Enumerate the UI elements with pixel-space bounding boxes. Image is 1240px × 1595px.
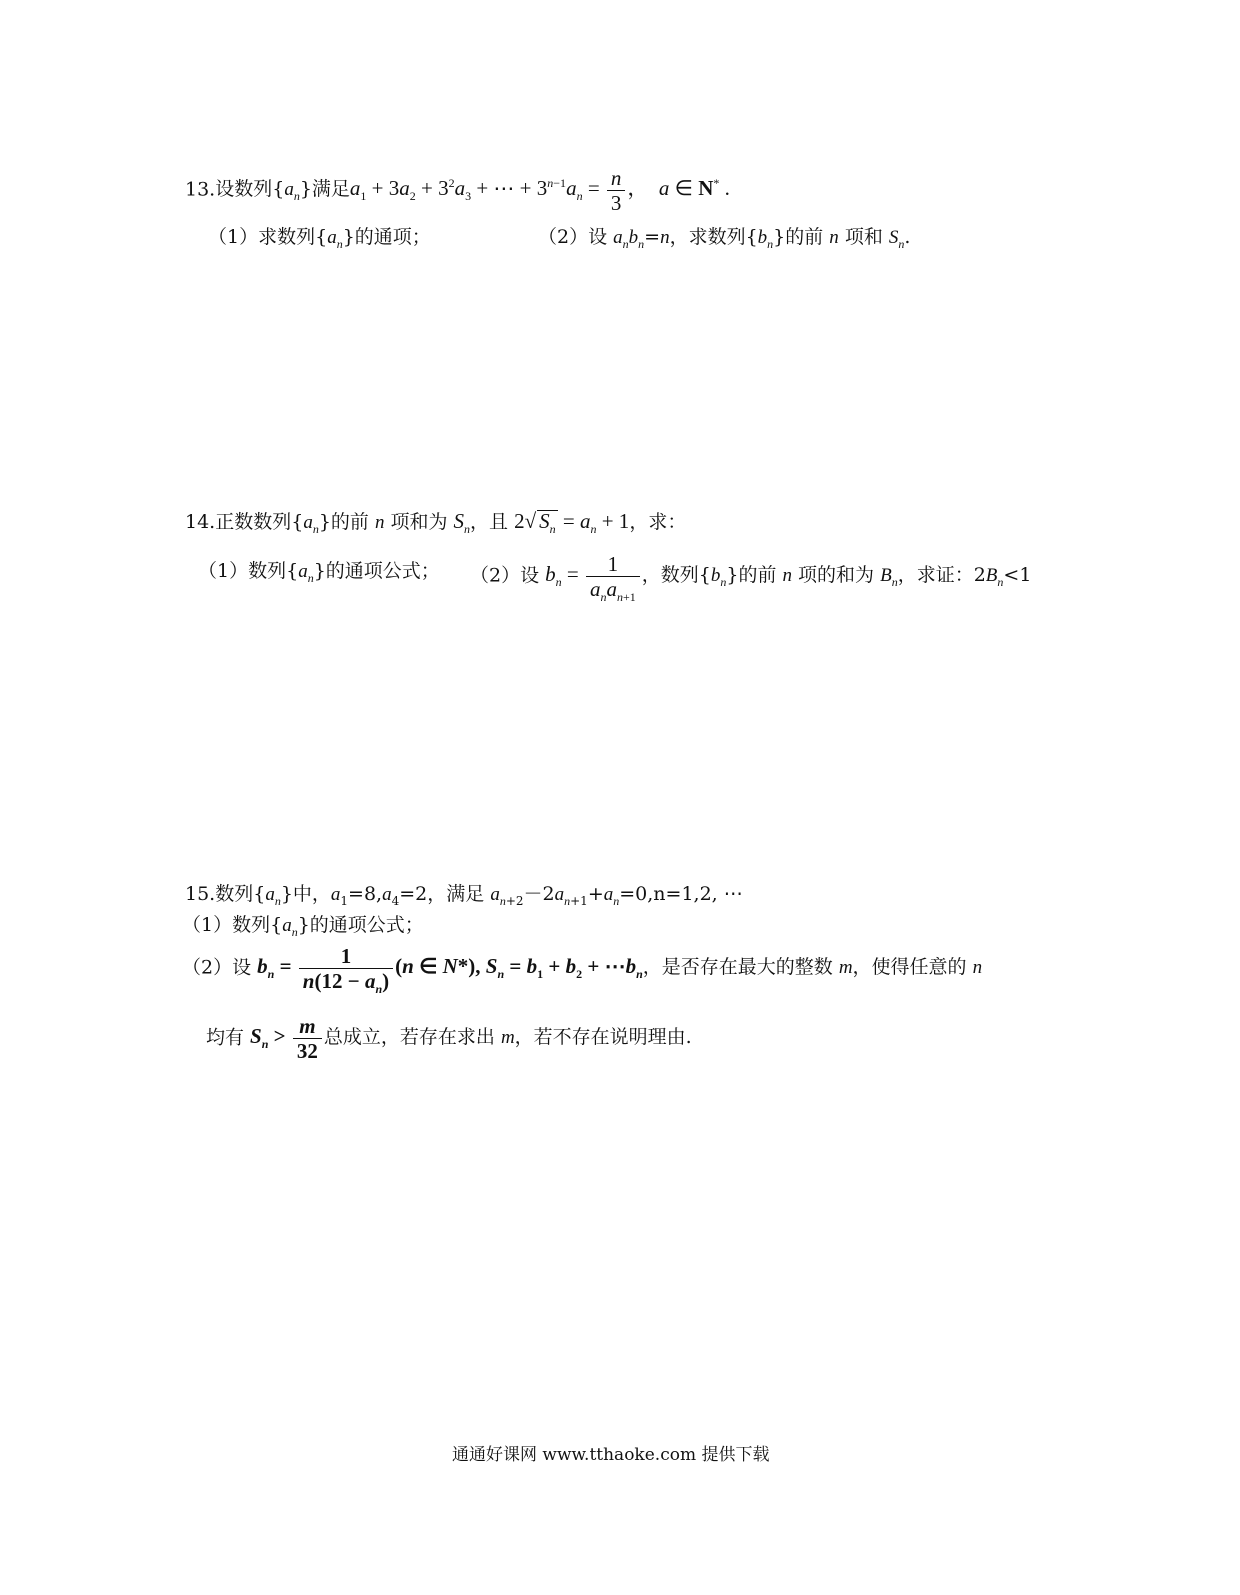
problem-14-formula: 2√ $S_n = a_n + 1$: [514, 509, 630, 537]
problem-14-number: 14.: [185, 511, 216, 533]
problem-15-part-1: （1）数列$\{a_n\}$的通项公式；: [182, 914, 424, 939]
problem-14-part-1: （1）数列$\{a_n\}$的通项公式；: [198, 560, 440, 585]
problem-13-stem: [185, 166, 730, 215]
problem-15-stem: 15.数列$\{a_n\}$中，$a_1=8,a_4=2$，满足 $a_{n+2}-2a_{n+1}+a_n=0,n=1,2$, ⋯: [185, 883, 743, 908]
fraction-n-over-3: $\frac{n}{3}$: [607, 166, 626, 215]
problem-13-number: 13.: [185, 178, 216, 201]
problem-13-part-1: （1）求数列$\{a_n\}$的通项；: [208, 226, 431, 251]
problem-14-part-2: （2）设 $b_n$ = $\frac{1}{a_na_{n+1}}$ ，数列$\{b_n\}$的前 n 项的和为 $B_n$，求证：$2B_n<1$: [470, 552, 1032, 605]
problem-15-formula: $b_n$ = $\frac{1}{n(12 - a_n)}$ (n ∈ N*), $S_n = b_1 + b_2$ + $\cdots b_n$: [257, 944, 643, 997]
problem-15-part-2: （2）设 $b_n$ = $\frac{1}{n(12 - a_n)}$ (n ∈ N*), $S_n = b_1 + b_2$ + $\cdots b_n$，是否存在最大的整数 m，使得任意的 n: [182, 944, 983, 997]
page-footer: 通通好课网 www.tthaoke.com 提供下载: [452, 1445, 770, 1465]
fraction-1-over-anan1: $\frac{1}{a_na_{n+1}}$: [586, 552, 640, 601]
fraction-m-over-32: $\frac{m}{32}$: [293, 1014, 322, 1063]
problem-15-part-2-cont: 均有 $S_n$ > $\frac{m}{32}$ 总成立，若存在求出 m，若不存在说明理由.: [206, 1014, 692, 1064]
problem-13-part-2: （2）设 $a_nb_n=n$，求数列$\{b_n\}$的前 n 项和 $S_n$.: [538, 226, 911, 251]
problem-13-formula: $a_1 + 3a_2 + 3^2a_3$ + ⋯ + $3^{n-1}a_n$ = $\frac{n}{3}$ ， a ∈ N* .: [349, 166, 730, 216]
problem-15-number: 15.: [185, 883, 216, 905]
problem-14-stem: 14.正数数列$\{a_n\}$的前 n 项和为 $S_n$，且 2√ $S_n = a_n + 1$，求：: [185, 509, 687, 537]
problem-13-stem-text: 设数列$\{a_n\}$满足: [215, 178, 350, 204]
